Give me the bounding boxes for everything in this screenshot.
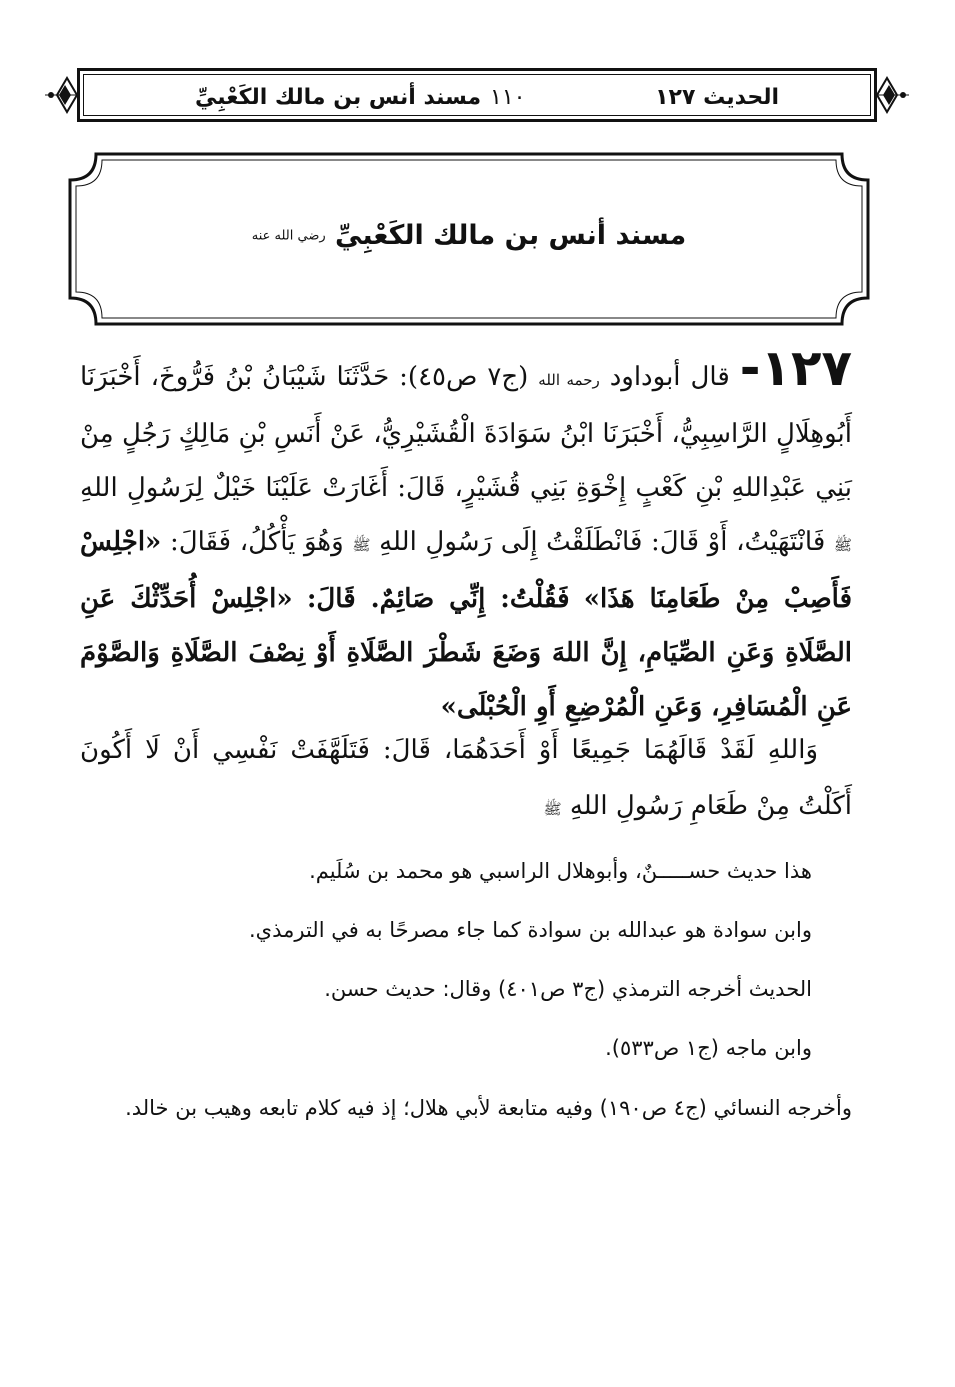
section-honorific: رضي الله عنه [251, 228, 326, 244]
hadith-part-4: فَقُلْتُ: إِنِّي صَائِمٌ. قَالَ: [306, 584, 570, 614]
header-page-number: ١١٠ [490, 85, 526, 110]
hadith-number: ١٢٧- [739, 339, 853, 397]
commentary-line: هذا حديث حســـــنٌ، وأبوهلال الراسبي هو محمد بن سُلَيم. [309, 859, 812, 883]
ornament-right-icon [875, 74, 909, 116]
commentary [80, 852, 852, 1128]
hadith-part-3: وَهُوَ يَأْكُلُ، فَقَالَ: [169, 527, 344, 557]
hadith-closing [80, 722, 852, 837]
section-title [66, 216, 872, 257]
commentary-line: الحديث أخرجه الترمذي (ج٣ ص٤٠١) وقال: حديث حسن. [324, 977, 812, 1001]
header-box [77, 68, 877, 122]
header-hadith-label: الحديث ١٢٧ [655, 85, 779, 110]
section-title-text: مسند أنس بن مالك الكَعْبِيِّ [335, 220, 687, 251]
commentary-line: وأخرجه النسائي (ج٤ ص١٩٠) وفيه متابعة لأبي هلال؛ إذ فيه كلام تابعه وهيب بن خالد. [125, 1096, 852, 1120]
hadith-text [80, 339, 853, 734]
salutation-1: ﷺ [833, 536, 853, 554]
salutation-2: ﷺ [352, 536, 371, 554]
salutation-3: ﷺ [543, 800, 562, 818]
prophet-quote-1: «اجْلِسْ فَأَصِبْ مِنْ طَعَامِنَا هَذَا» [80, 527, 853, 614]
header-book-title: مسند أنس بن مالك الكَعْبِيِّ [195, 85, 482, 110]
hadith-part-2: فَانْتَهَيْتُ، أَوْ قَالَ: فَانْطَلَقْتُ إِلَى رَسُولِ اللهِ [379, 527, 826, 557]
prophet-quote-2: «اجْلِسْ أُحَدِّثْكَ عَنِ الصَّلَاةِ وَعَنِ الصِّيَامِ، إِنَّ اللهَ وَضَعَ شَطْرَ الصَّلَاةِ أَوْ نِصْفَ الصَّلَاةِ وَالصَّوْمَ عَنِ الْمُسَافِرِ، وَعَنِ الْمُرْضِعِ أَوِ الْحُبْلَى» [80, 584, 852, 722]
commentary-line: وابن سوادة هو عبدالله بن سوادة كما جاء مصرحًا به في الترمذي. [249, 918, 812, 942]
section-title-frame [66, 150, 872, 328]
hadith-isnad: (ج٧ ص٤٥): حَدَّثَنَا شَيْبَانُ بْنُ فَرُّوخَ، أَخْبَرَنَا أَبُوهِلَالٍ الرَّاسِبِيُّ، أَخْبَرَنَا ابْنُ سَوَادَةَ الْقُشَيْرِيُّ، عَنْ أَنَسِ بْنِ مَالِكٍ رَجُلٍ مِنْ بَنِي عَبْدِاللهِ بْنِ كَعْبٍ إِخْوَةِ بَنِي قُشَيْرٍ، قَالَ: أَغَارَتْ عَلَيْنَا خَيْلٌ لِرَسُولِ اللهِ [80, 362, 852, 503]
narrator-honorific: رحمه الله [538, 371, 600, 389]
commentary-line: وابن ماجه (ج١ ص٥٣٣). [605, 1036, 812, 1060]
ornament-left-icon [45, 74, 79, 116]
running-header [45, 68, 909, 124]
narrator-name: أبوداود [609, 362, 681, 392]
hadith-qala: قال [690, 362, 730, 392]
hadith-closing-text: وَاللهِ لَقَدْ قَالَهُمَا جَمِيعًا أَوْ أَحَدَهُمَا، قَالَ: فَتَلَهَّفَتْ نَفْسِي أَنْ لَا أَكُونَ أَكَلْتُ مِنْ طَعَامِ رَسُولِ اللهِ [80, 735, 852, 821]
